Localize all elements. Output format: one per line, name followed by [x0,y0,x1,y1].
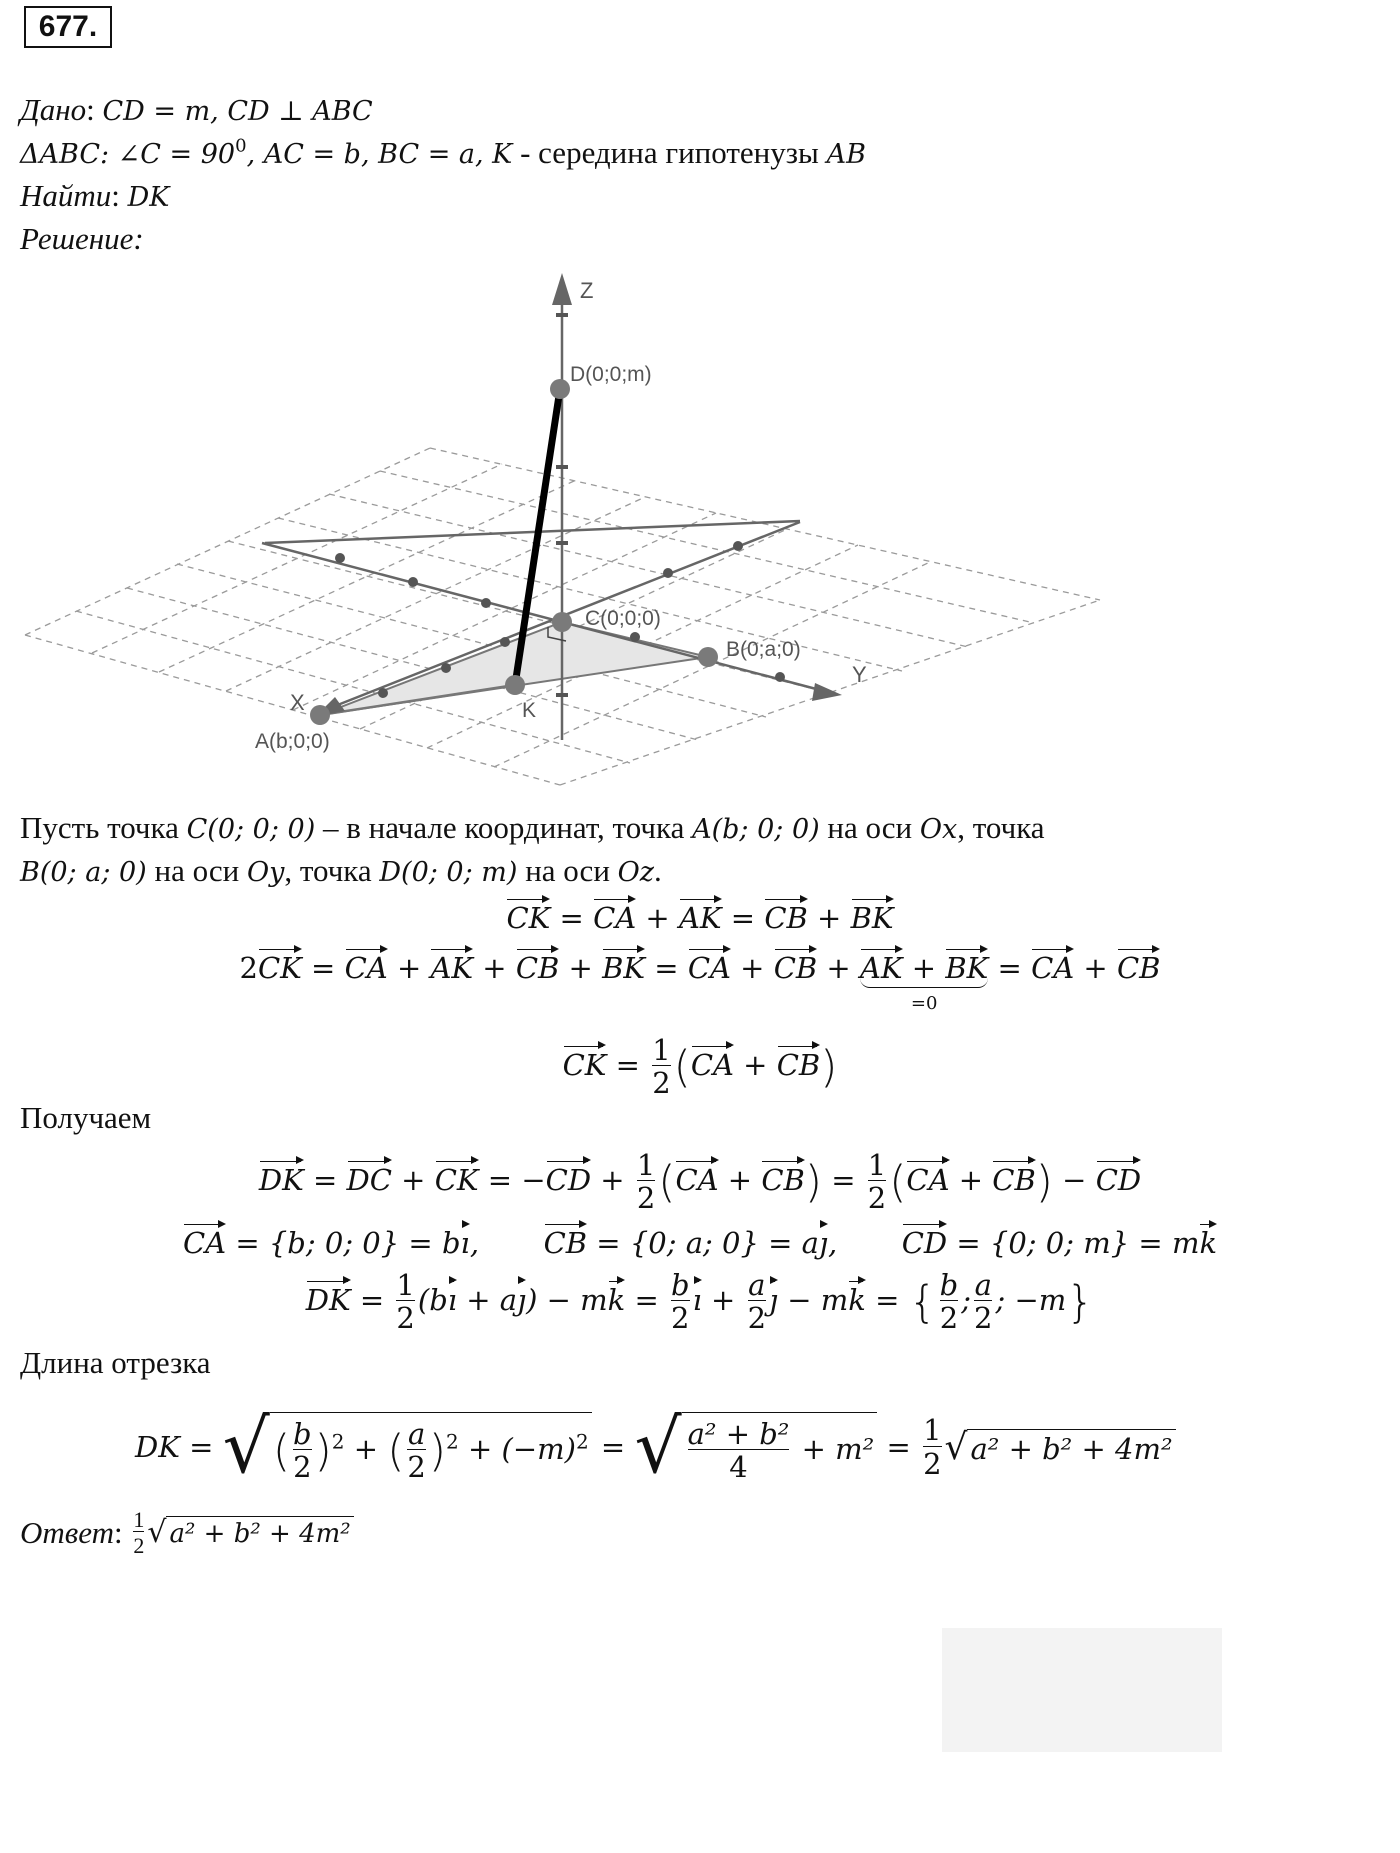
find-line: Найти: DK [20,178,170,213]
label-a: A(b;0;0) [255,730,330,753]
equation-7: DK = √ ( $\frac{b}{2}$ )$^2$ + ( $\frac{a}{2}$ )$^2 + (-m)^2$ = √ $\frac{\text{a² + b²}}{4}$ + m² = $\frac{1}{2}$ √ a² + b² + 4m² [135,1392,1176,1502]
point-d [550,379,570,399]
triangle-condition: ΔABC: ∠C = 90 [20,139,236,170]
solution-line: Решение: [20,221,144,256]
degree-sup: 0 [235,135,247,157]
intro-text-f: , точка [284,853,380,888]
given-line-1: Дано: CD = m, CD ⊥ ABC [20,92,373,127]
intro-point-a: A(b; 0; 0) [692,814,820,845]
equation-4: DK = DC + CK = −CD + $\frac{1}{2}$ (CA + CB) = $\frac{1}{2}$ (CA + CB) − CD [258,1148,1142,1216]
answer-label: Ответ [20,1514,114,1550]
triangle-sides: , AC = b, BC = a, K [246,139,513,170]
intro-axis-oy: Oy [246,857,285,888]
intro-line-1 [20,810,1045,846]
label-d: D(0;0;m) [570,363,652,386]
intro-text-d: , точка [957,810,1045,845]
intro-text-h: . [654,853,662,888]
intro-text-b: – в начале координат, точка [315,810,693,845]
find-label: Найти [20,178,112,213]
intro-axis-oz: Oz [617,857,655,888]
x-axis-label: X [290,690,305,715]
point-b [698,647,718,667]
equation-3: CK = $\frac{1}{2}$ (CA + CB) [562,1033,838,1101]
solution-label: Решение [20,221,134,256]
intro-point-d: D(0; 0; m) [379,857,518,888]
intro-text-a: Пусть точка [20,810,187,845]
answer-value: a² + b² + 4m² [166,1516,353,1549]
zero-vector-note: =0 [910,993,938,1014]
coordinate-figure [0,265,1400,810]
obtain-text: Получаем [20,1100,152,1135]
given-condition: CD = m, CD ⊥ ABC [102,96,373,127]
intro-axis-ox: Ox [919,814,958,845]
hypotenuse-label: AB [826,139,866,170]
given-line-2 [20,135,866,171]
z-axis-label: Z [580,278,594,303]
point-c [552,612,572,632]
label-c: C(0;0;0) [585,607,661,630]
intro-point-b: B(0; a; 0) [20,857,147,888]
intro-text-c: на оси [819,810,920,845]
intro-point-c: C(0; 0; 0) [186,814,316,845]
point-k [505,675,525,695]
result-highlight [942,1628,1222,1752]
find-value: DK [127,182,170,213]
intro-text-g: на оси [517,853,618,888]
equation-6: DK = $\frac{1}{2}$ (bı + aȷ) − mk = $\frac{b}{2}$ ı + $\frac{a}{2}$ ȷ − mk = { $\frac{b}{2}$ ; $\frac{a}{2}$ ; −m} [305,1268,1095,1336]
equation-5: CA = {b; 0; 0} = bı, CB = {0; a; 0} = aȷ, CD = {0; 0; m} = mk [0,1222,1400,1260]
equation-2: 2CK = CA + AK + CB + BK = CA + CB + AK + BK =0 = CA + CB [0,947,1400,988]
equation-1: CK = CA + AK = CB + BK [0,897,1400,935]
midpoint-text: - середина гипотенузы [512,135,827,170]
y-axis-label: Y [852,662,867,687]
answer-line: Ответ : $\frac{1}{2}$ √ a² + b² + 4m² [20,1508,354,1557]
given-label: Дано [20,92,87,127]
label-b: B(0;a;0) [726,638,801,661]
label-k: K [522,699,537,722]
problem-number: 677. [24,6,112,48]
intro-line-2 [20,853,662,889]
length-text: Длина отрезка [20,1345,211,1380]
intro-text-e: на оси [146,853,247,888]
point-a [310,705,330,725]
underbrace-group: AK + BK =0 [860,947,988,988]
